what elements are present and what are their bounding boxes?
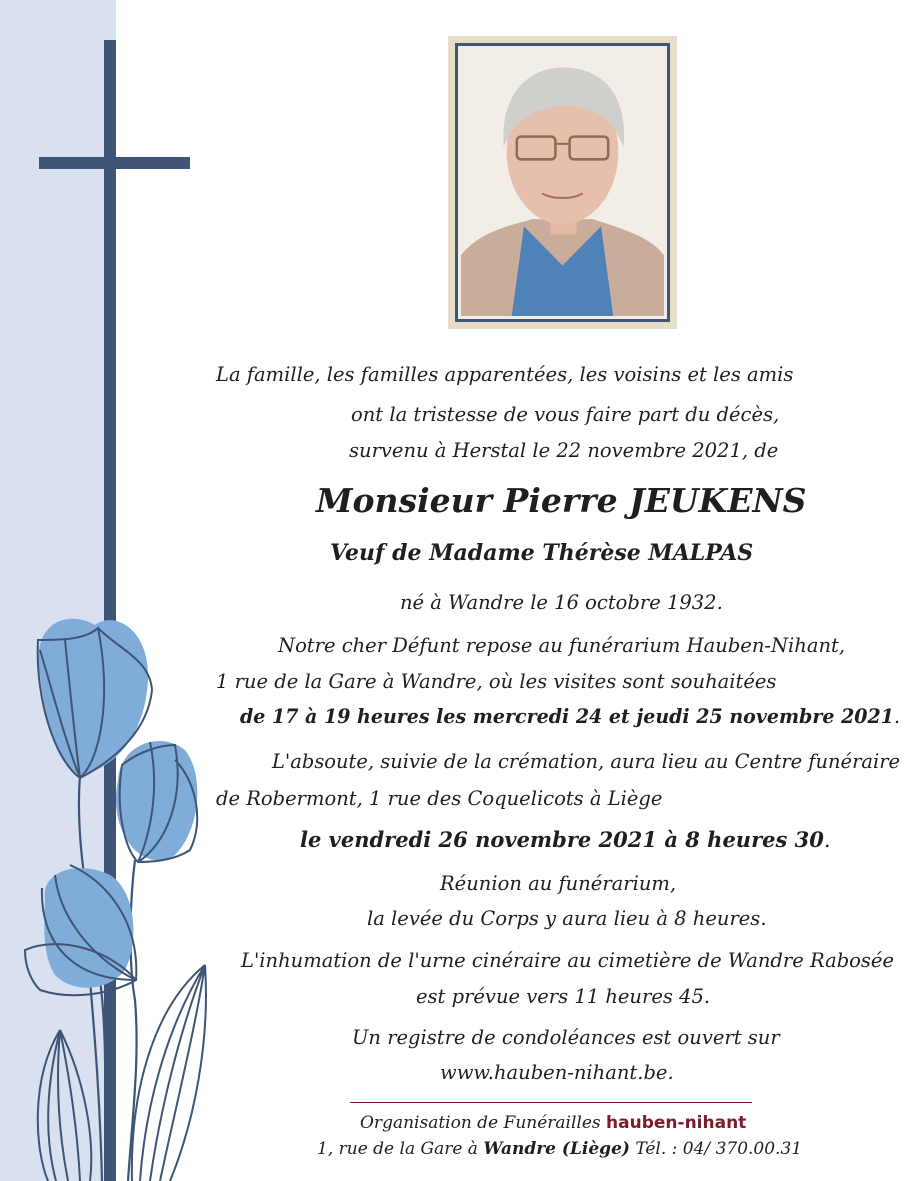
burial-line-1: L'inhumation de l'urne cinéraire au cimetière de Wandre Rabosée <box>241 949 895 972</box>
register-line-1: Un registre de condoléances est ouvert sur <box>352 1026 780 1049</box>
ceremony-text: le vendredi 26 novembre 2021 à 8 heures 30 <box>300 827 824 852</box>
footer-organisation <box>360 1115 746 1132</box>
spouse-line: Veuf de Madame Thérèse MALPAS <box>330 540 754 566</box>
ceremony-period: . <box>823 828 831 852</box>
footer-address-prefix: 1, rue de la Gare à <box>317 1139 478 1159</box>
birth-line: né à Wandre le 16 octobre 1932. <box>400 591 723 614</box>
brand-logo-text: hauben-nihant <box>606 1113 747 1133</box>
tulip-lower <box>25 865 136 995</box>
footer-address-city: Wandre (Liège) <box>483 1139 630 1159</box>
portrait-frame <box>448 36 677 329</box>
deceased-name: Monsieur Pierre JEUKENS <box>316 481 807 520</box>
intro-line-2: ont la tristesse de vous faire part du décès, <box>351 403 780 426</box>
cross-horizontal-bar <box>39 157 190 169</box>
burial-line-2: est prévue vers 11 heures 45. <box>416 985 711 1008</box>
visits-period: . <box>893 705 900 728</box>
absoute-line-1: L'absoute, suivie de la crémation, aura lieu au Centre funéraire <box>272 750 900 773</box>
absoute-line-2: de Robermont, 1 rue des Coquelicots à Liège <box>216 787 663 810</box>
footer-divider <box>350 1102 752 1103</box>
cross-and-tulips-illustration <box>0 0 240 1181</box>
repose-line-1: Notre cher Défunt repose au funérarium Hauben-Nihant, <box>278 634 846 657</box>
portrait-photo <box>461 49 664 316</box>
tulip-right <box>116 741 197 862</box>
visits-text: de 17 à 19 heures les mercredi 24 et jeudi 25 novembre 2021 <box>240 705 894 728</box>
register-url[interactable]: www.hauben-nihant.be. <box>440 1061 674 1084</box>
reunion-line-2: la levée du Corps y aura lieu à 8 heures. <box>367 907 767 930</box>
ceremony-line <box>300 829 831 851</box>
intro-line-3: survenu à Herstal le 22 novembre 2021, de <box>349 439 779 462</box>
intro-line-1: La famille, les familles apparentées, les voisins et les amis <box>216 363 794 386</box>
cross-vertical-bar <box>104 40 116 1181</box>
footer-address <box>317 1141 802 1158</box>
repose-line-2: 1 rue de la Gare à Wandre, où les visites sont souhaitées <box>216 670 777 693</box>
footer-org-prefix: Organisation de Funérailles <box>360 1113 601 1133</box>
reunion-line-1: Réunion au funérarium, <box>440 872 677 895</box>
footer-phone: Tél. : 04/ 370.00.31 <box>635 1139 803 1159</box>
visits-line <box>240 707 900 727</box>
tulip-leaves <box>38 965 206 1181</box>
